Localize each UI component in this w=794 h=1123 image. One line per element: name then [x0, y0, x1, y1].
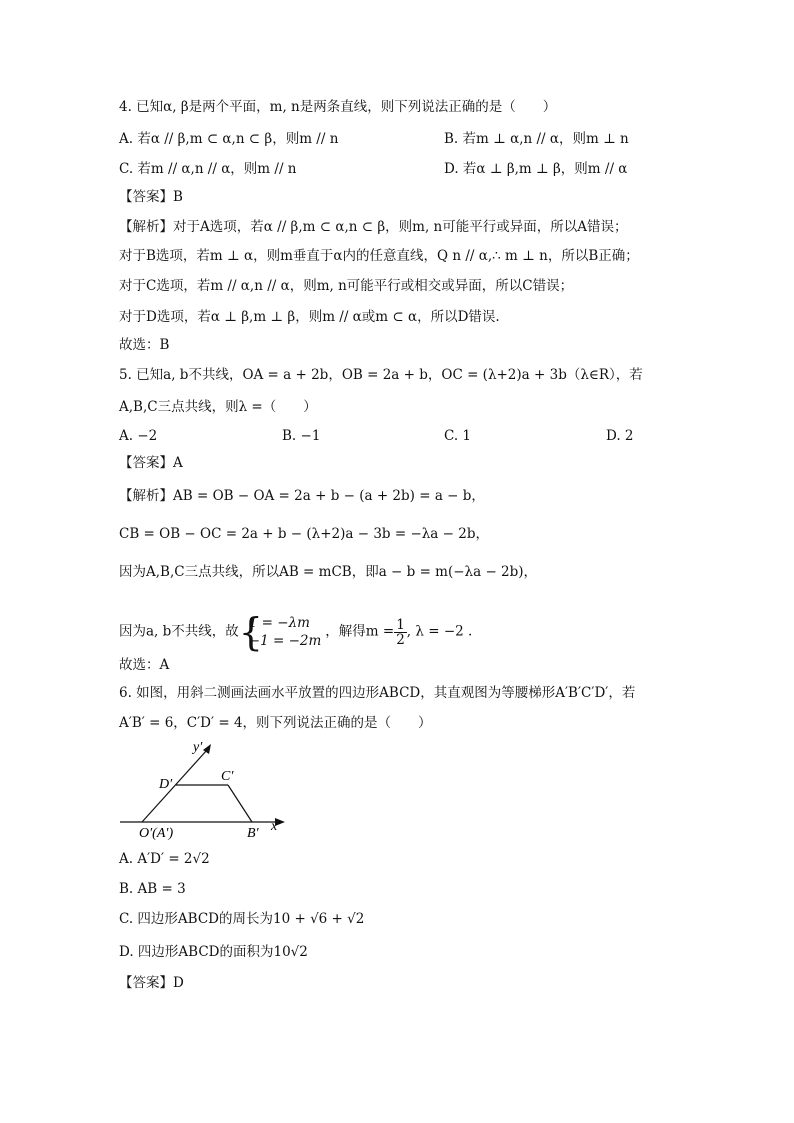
q6-answer: 【答案】D — [119, 975, 184, 991]
q4-option-d: D. 若α ⊥ β,m ⊥ β，则m // α — [444, 161, 628, 177]
q6-option-b: B. AB = 3 — [119, 881, 186, 897]
label-d-prime: D′ — [159, 777, 173, 792]
q5-option-b: B. −1 — [282, 428, 321, 444]
q6-stem-2: A′B′ = 6，C′D′ = 4，则下列说法正确的是（ ） — [119, 715, 432, 731]
q4-analysis-1: 【解析】对于A选项，若α // β,m ⊂ α,n ⊂ β，则m, n可能平行或异面，所以A错误； — [119, 219, 628, 235]
system-eq1: 1 = −λm — [248, 615, 310, 631]
q5-option-c: C. 1 — [444, 428, 472, 444]
q5-stem-2: A,B,C三点共线，则λ =（ ） — [119, 399, 317, 415]
label-c-prime: C′ — [221, 769, 234, 784]
system-eq2: −1 = −2m — [248, 633, 322, 649]
trapezoid-right-edge — [228, 785, 252, 822]
q4-conclusion: 故选：B — [119, 337, 170, 353]
q4-analysis-2: 对于B选项，若m ⊥ α，则m垂直于α内的任意直线，Q n // α,∴ m ⊥ n，所以B正确； — [119, 248, 639, 264]
q6-option-d: D. 四边形ABCD的面积为10√2 — [119, 944, 308, 960]
label-b-prime: B′ — [247, 826, 259, 840]
label-y-prime: y′ — [193, 740, 203, 755]
q4-option-a: A. 若α // β,m ⊂ α,n ⊂ β，则m // n — [119, 131, 339, 147]
q5-analysis-4-mid: ，解得m = — [325, 623, 395, 640]
q5-option-d: D. 2 — [606, 428, 634, 444]
q5-analysis-1: 【解析】AB = OB − OA = 2a + b − (a + 2b) = a − b， — [119, 488, 485, 504]
y-axis — [142, 750, 207, 822]
q4-stem: 4. 已知α, β是两个平面，m, n是两条直线，则下列说法正确的是（ ） — [119, 99, 557, 115]
q5-conclusion: 故选：A — [119, 657, 170, 673]
q6-stem-1: 6. 如图，用斜二测画法画水平放置的四边形ABCD，其直观图为等腰梯形A′B′C′D′，若 — [119, 685, 636, 701]
q4-analysis-4: 对于D选项，若α ⊥ β,m ⊥ β，则m // α或m ⊂ α，所以D错误. — [119, 309, 500, 325]
label-x-prime: x′ — [271, 819, 281, 834]
q5-equation-system — [238, 610, 322, 654]
q6-option-a: A. A′D′ = 2√2 — [119, 851, 210, 867]
fraction — [394, 618, 407, 647]
q5-analysis-3: 因为A,B,C三点共线，所以AB = mCB，即a − b = m(−λa − 2b)， — [119, 564, 538, 580]
q4-option-c: C. 若m // α,n // α，则m // n — [119, 161, 297, 177]
q4-answer: 【答案】B — [119, 189, 183, 205]
q5-answer: 【答案】A — [119, 455, 183, 471]
oblique-drawing-figure — [115, 738, 295, 840]
q5-analysis-4-post: , λ = −2 . — [406, 623, 473, 640]
q5-analysis-4-pre: 因为a, b不共线，故 — [119, 623, 239, 640]
q4-option-b: B. 若m ⊥ α,n // α，则m ⊥ n — [444, 131, 629, 147]
q5-analysis-4 — [119, 610, 473, 654]
q5-stem-1: 5. 已知a, b不共线，OA = a + 2b，OB = 2a + b，OC = (λ+2)a + 3b（λ∈R），若 — [119, 367, 643, 383]
q4-analysis-3: 对于C选项，若m // α,n // α，则m, n可能平行或相交或异面，所以C错误； — [119, 278, 574, 294]
q5-option-a: A. −2 — [119, 428, 158, 444]
frac-denominator: 2 — [396, 631, 405, 648]
brace-glyph: { — [238, 610, 263, 654]
frac-numerator: 1 — [396, 616, 405, 633]
q5-analysis-2: CB = OB − OC = 2a + b − (λ+2)a − 3b = −λa − 2b， — [119, 526, 489, 542]
q6-option-c: C. 四边形ABCD的周长为10 + √6 + √2 — [119, 911, 365, 927]
label-o-prime: O′(A′) — [139, 826, 174, 840]
